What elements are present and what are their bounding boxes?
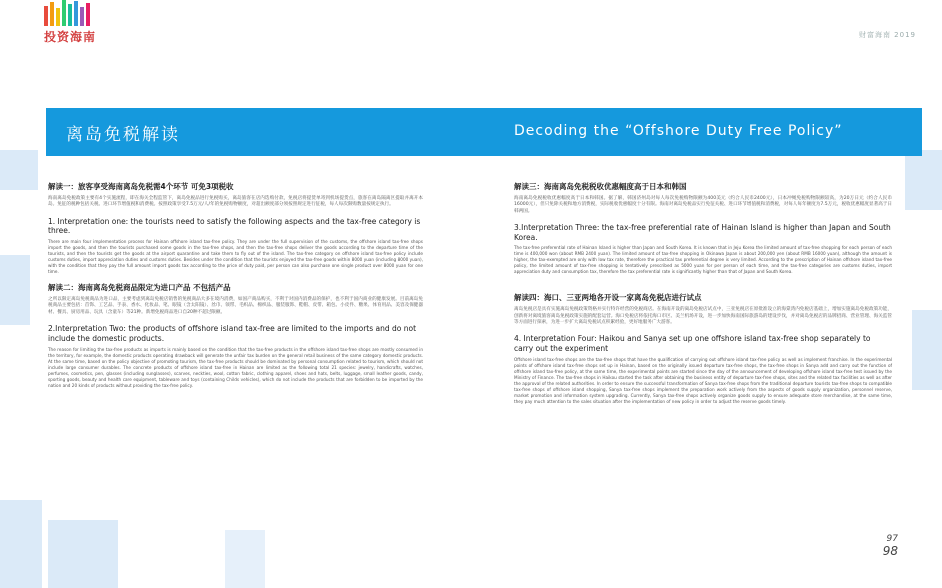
- section-body: The reason for limiting the tax-free products as imports is mainly based on the condition that the tax-free products in the offshore island tax-free shops are mostly consumed in the territory, for example, the domestic products operating drawback will generate the unfair tax burden on the general retail business of the same category domestic products. At the same time, based on the policy objective of promoting tourism, the tax-free products should be dominated by personal consumption related to tourism, which should not include large consumer durables. The concrete products of offshore island tax-free in Hainan are limited as the following total 21 species: jewelry, handicrafts, watches, perfumes, cosmetics, pen, glasses (including sunglasses), scarves, neckties, wool, cotton fabric, clothing apparel, shoes and hats, belts, luggage, small leather goods, candy, sporting goods, beauty and health care equipment, tableware and toys (containing Childs vehicles), which do not include the products that are forbidden to be imported by the nation and 20 kinds of products without providing the tax-free policy.: [48, 346, 423, 388]
- magazine-logo: [44, 0, 96, 44]
- decor-block-5: [225, 530, 265, 588]
- page-number-left: 97: [886, 534, 898, 544]
- section-2-en: [48, 324, 423, 389]
- title-banner: [46, 108, 922, 156]
- section-body: The tax-free preferential rate of Hainan Island is higher than Japan and South Korea. It is known that in Jeju Korea the limited amount of tax-free shopping for each person of each time is 400,000 won (about RMB 2400 yuan). The limited amount of tax-free shopping in Okinawa Japan is about 200,000 yen (about RMB 16000 yuan), although the amount is higher, the tax-exempted are only with low tax rate, therefore the practical tax preferential degree is very limited. According to the prescription of Hainan offshore island tax-free policy, the limited amount of tax-free shopping is tentatively prescribed as 5000 yuan for per person of each time, and the tax-free categories are customs duties, import appreciation duty and consumption tax, therefore the tax preferential rate is significantly higher than that of Japan and South Korea.: [514, 245, 892, 275]
- decor-block-1: [0, 150, 38, 190]
- section-heading: 4. Interpretation Four: Haikou and Sanya set up one offshore island tax-free shop separately to carry out the experiment: [514, 334, 871, 354]
- section-heading: 3.Interpretation Three: the tax-free preferential rate of Hainan Island is higher than Japan and South Korea.: [514, 222, 891, 242]
- decor-block-7: [912, 310, 942, 390]
- banner-title-en: Decoding the “Offshore Duty Free Policy”: [514, 123, 843, 139]
- decor-block-3: [0, 500, 42, 588]
- page-numbers: [883, 534, 898, 558]
- section-body: Offshore island tax-free shops are the tax-free shops that have the qualification of carrying out offshore island tax-free policy as well as implement franchise. In the experimental points of offshore island tax-free shops set up in Hainan, based on the originally issued departure tax-free shops, the tax-free shops in Sanya add and carry out the function of offshore island tax-free policy, at the same time, the experimental points are started since the day of the announcement of developing offshore island tax-free test issued by the Ministry of Finance. The tax-free shops in Haikou started the task after obtaining the business entity of departure tax-free shops, sites and the related tax facilities as well as after the approval of the related authorities. In order to ensure the successful transformation of Sanya tax-free shops from the traditional departure tourists tax-free shops to compatible tax-free shops of offshore island shopping, Sanya tax-free shops implement the preparation work actively from the aspects of goods supply organization, personnel reserve, market promotion and information system upgrading. Currently, Sanya tax-free shops actively organize goods supply to ensure adequate store merchandise, at the same time, they pay much attention to the sales situation after the implementation of new policy in order to adjust the reserve goods timely.: [514, 356, 892, 404]
- right-column: [514, 182, 892, 413]
- section-3-en: [514, 223, 892, 276]
- logo-text: 投资海南: [44, 30, 97, 44]
- section-1-en: [48, 217, 423, 276]
- section-4-en: [514, 334, 892, 405]
- decor-block-6: [905, 150, 942, 210]
- decor-block-2: [0, 255, 30, 325]
- section-heading: 2.Interpretation Two: the products of offshore island tax-free are limited to the imports and do not include the domestic products.: [48, 324, 417, 343]
- section-4-cn: [514, 293, 892, 326]
- section-body: 离岛免税店是具有实施离岛免税政策资格并实行特许经营的免税商店。在海南开设的离岛免税店试点中，三亚免税店在原批准设立的海棠湾内免税店基础上，增加实施离岛免税政策功能，创新将对离境旅客离岛免税政策实施的配套运营。海口免税店将依托海口市区、美兰机场开设，进一步加快海南国际旅游岛的建设步伐，并对离岛免税店的品牌招商、营业管理、海关监管等方面进行探索，为进一步扩大离岛免税试点积累经验，更好地服务广大游客。: [514, 307, 892, 326]
- section-3-cn: [514, 182, 892, 215]
- logo-bars-icon: [44, 0, 96, 26]
- section-2-cn: [48, 283, 423, 316]
- section-heading: 1. Interpretation one: the tourists need to satisfy the following aspects and the tax-free category is three.: [48, 216, 421, 236]
- section-body: 海南离岛免税政策主要有4个实施流程，即在海关全程监管下，离岛免税品进行免税购买，离岛旅客在店内选购付款，免税店将提货单寄到机场提货点，旅客在离岛隔离区提取并离开本岛。免征的税种包括关税、进口环节增值税和消费税。按照政策享受7.5万元/人/年的免税购物额度，对超出额度部分须按照规定进行征税，每人每次限购数量按规定执行。: [48, 195, 423, 208]
- section-body: 海南离岛免税税收优惠幅度高于日本和韩国。据了解，韩国济州岛对每人每次免税购物限额为400美元（约合人民币2400元），日本冲绳免税购物限额较高，为20万日元（约合人民币16000元），但只免除关税和地方消费税，实际税收优惠幅度十分有限。海南对离岛免税品实行免征关税、进口环节增值税和消费税，对每人每年额度为7.5万元，税收优惠幅度显著高于日韩两国。: [514, 195, 892, 214]
- section-heading: 解读二：海南离岛免税商品限定为进口产品 不包括产品: [48, 283, 231, 293]
- section-body: 之所以限定离岛免税商品为进口品，主要考虑到离岛免税店销售的免税商品大多在境内消费，如国产商品购买，不利于对国内消费品的保护，也不利于国内商业的健康发展。目前离岛免税商品主要包括：首饰、工艺品、手表、香水、化妆品、笔、眼镜（含太阳镜）、丝巾、领带、毛织品、棉织品、服装服饰、鞋帽、皮带、箱包、小皮件、糖果、体育用品、美容及保健器材、餐具、厨房用品、玩具（含童车）等21种。新增免税商品进口自20种不超过限额。: [48, 296, 423, 315]
- header-right-text: 财富海南 2019: [858, 31, 916, 39]
- banner-title-cn: 离岛免税解读: [66, 125, 180, 145]
- left-column: [48, 182, 423, 397]
- section-heading: 解读三：海南离岛免税税收优惠幅度高于日本和韩国: [514, 182, 687, 191]
- section-1-cn: [48, 182, 423, 209]
- section-body: There are main four implementation process for Hainan offshore island tax-free policy. They are under the full supervision of the customs, the offshore island tax-free shops import the goods, and then the tourists purchased some goods in the tax-free shops, and then the tax-free shops deliver the goods according to the departure time of the tourists, and then the tourists get the goods at the airport quarantine and take them to fly out of the island. The tax-free category on offshore island tax-free policy include customs duties, import appreciation duties and customs duties. Besides under the condition that the tourists enjoyed the tax-free goods within 8000 yuan (including 8000 yuan), with the condition that they pay the full amount import goods tax according to the price of duty paid, per person can also purchase one single product over 8000 yuan for one time.: [48, 239, 423, 275]
- section-heading: 解读一：旅客享受海南离岛免税需4个环节 可免3项税收: [48, 182, 234, 191]
- section-heading: 解读四：海口、三亚两地各开设一家离岛免税店进行试点: [514, 293, 702, 303]
- page-number-right: 98: [882, 544, 898, 558]
- decor-block-4: [48, 520, 118, 588]
